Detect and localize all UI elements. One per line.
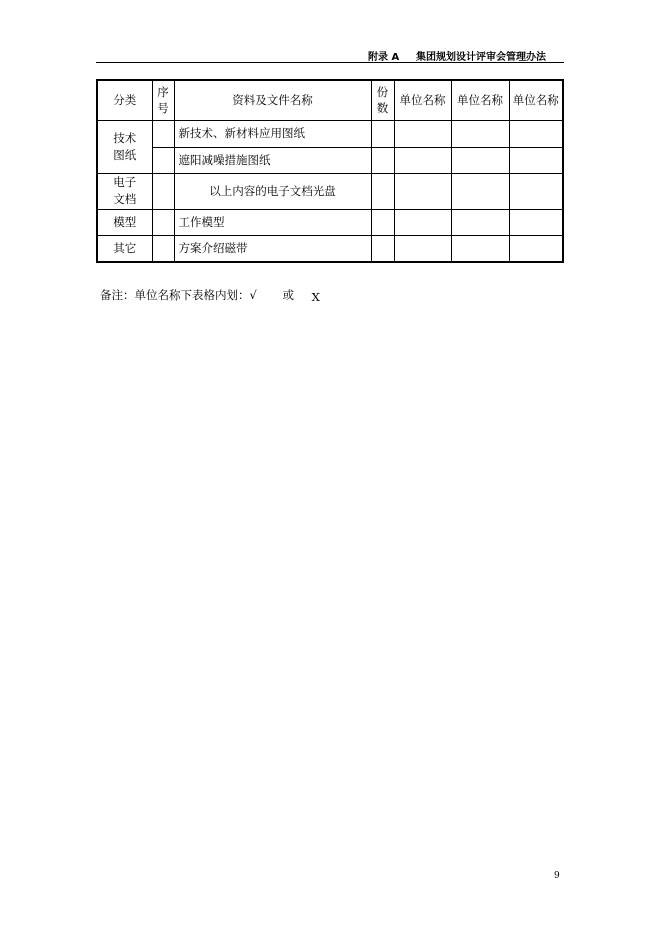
cell-unit-2 — [451, 235, 509, 262]
row-category-tech-drawings: 技术图纸 — [97, 120, 152, 173]
cell-unit-3 — [509, 120, 563, 147]
note-cross: X — [311, 290, 320, 304]
cell-index — [152, 235, 174, 262]
cell-document-name: 遮阳减噪措施图纸 — [174, 147, 371, 173]
cell-unit-3 — [509, 235, 563, 262]
note-or: 或 — [282, 288, 294, 302]
cell-document-name: 以上内容的电子文档光盘 — [174, 173, 371, 209]
cell-index — [152, 120, 174, 147]
page-header — [96, 44, 564, 63]
cell-unit-2 — [451, 147, 509, 173]
note-label: 备注：单位名称下表格内划：√ — [100, 288, 257, 302]
cell-document-name: 新技术、新材料应用图纸 — [174, 120, 371, 147]
col-category: 分类 — [97, 80, 152, 120]
table-row — [97, 147, 563, 173]
table-row — [97, 235, 563, 262]
cell-index — [152, 173, 174, 209]
cell-unit-2 — [451, 173, 509, 209]
col-copies: 份数 — [371, 80, 394, 120]
cell-copies — [371, 120, 394, 147]
cell-document-name: 方案介绍磁带 — [174, 235, 371, 262]
cell-copies — [371, 209, 394, 235]
cell-copies — [371, 173, 394, 209]
cell-unit-2 — [451, 209, 509, 235]
table-row — [97, 120, 563, 147]
cell-copies — [371, 147, 394, 173]
row-category-model: 模型 — [97, 209, 152, 235]
col-unit-1: 单位名称 — [394, 80, 451, 120]
cell-document-name: 工作模型 — [174, 209, 371, 235]
cell-unit-3 — [509, 209, 563, 235]
col-index: 序号 — [152, 80, 174, 120]
header-appendix: 附录 A — [368, 52, 400, 63]
col-unit-3: 单位名称 — [509, 80, 563, 120]
row-category-electronic: 电子文档 — [97, 173, 152, 209]
cell-copies — [371, 235, 394, 262]
cell-unit-3 — [509, 147, 563, 173]
cell-unit-1 — [394, 120, 451, 147]
table-note — [100, 287, 320, 303]
table-row — [97, 173, 563, 209]
documents-table — [96, 79, 564, 263]
cell-unit-2 — [451, 120, 509, 147]
col-unit-2: 单位名称 — [451, 80, 509, 120]
cell-unit-1 — [394, 235, 451, 262]
cell-index — [152, 209, 174, 235]
col-document-name: 资料及文件名称 — [174, 80, 371, 120]
row-category-other: 其它 — [97, 235, 152, 262]
cell-unit-3 — [509, 173, 563, 209]
cell-unit-1 — [394, 147, 451, 173]
cell-unit-1 — [394, 209, 451, 235]
cell-index — [152, 147, 174, 173]
table-header-row — [97, 80, 563, 120]
page-number: 9 — [554, 871, 560, 881]
table-row — [97, 209, 563, 235]
cell-unit-1 — [394, 173, 451, 209]
header-title: 集团规划设计评审会管理办法 — [416, 52, 546, 63]
